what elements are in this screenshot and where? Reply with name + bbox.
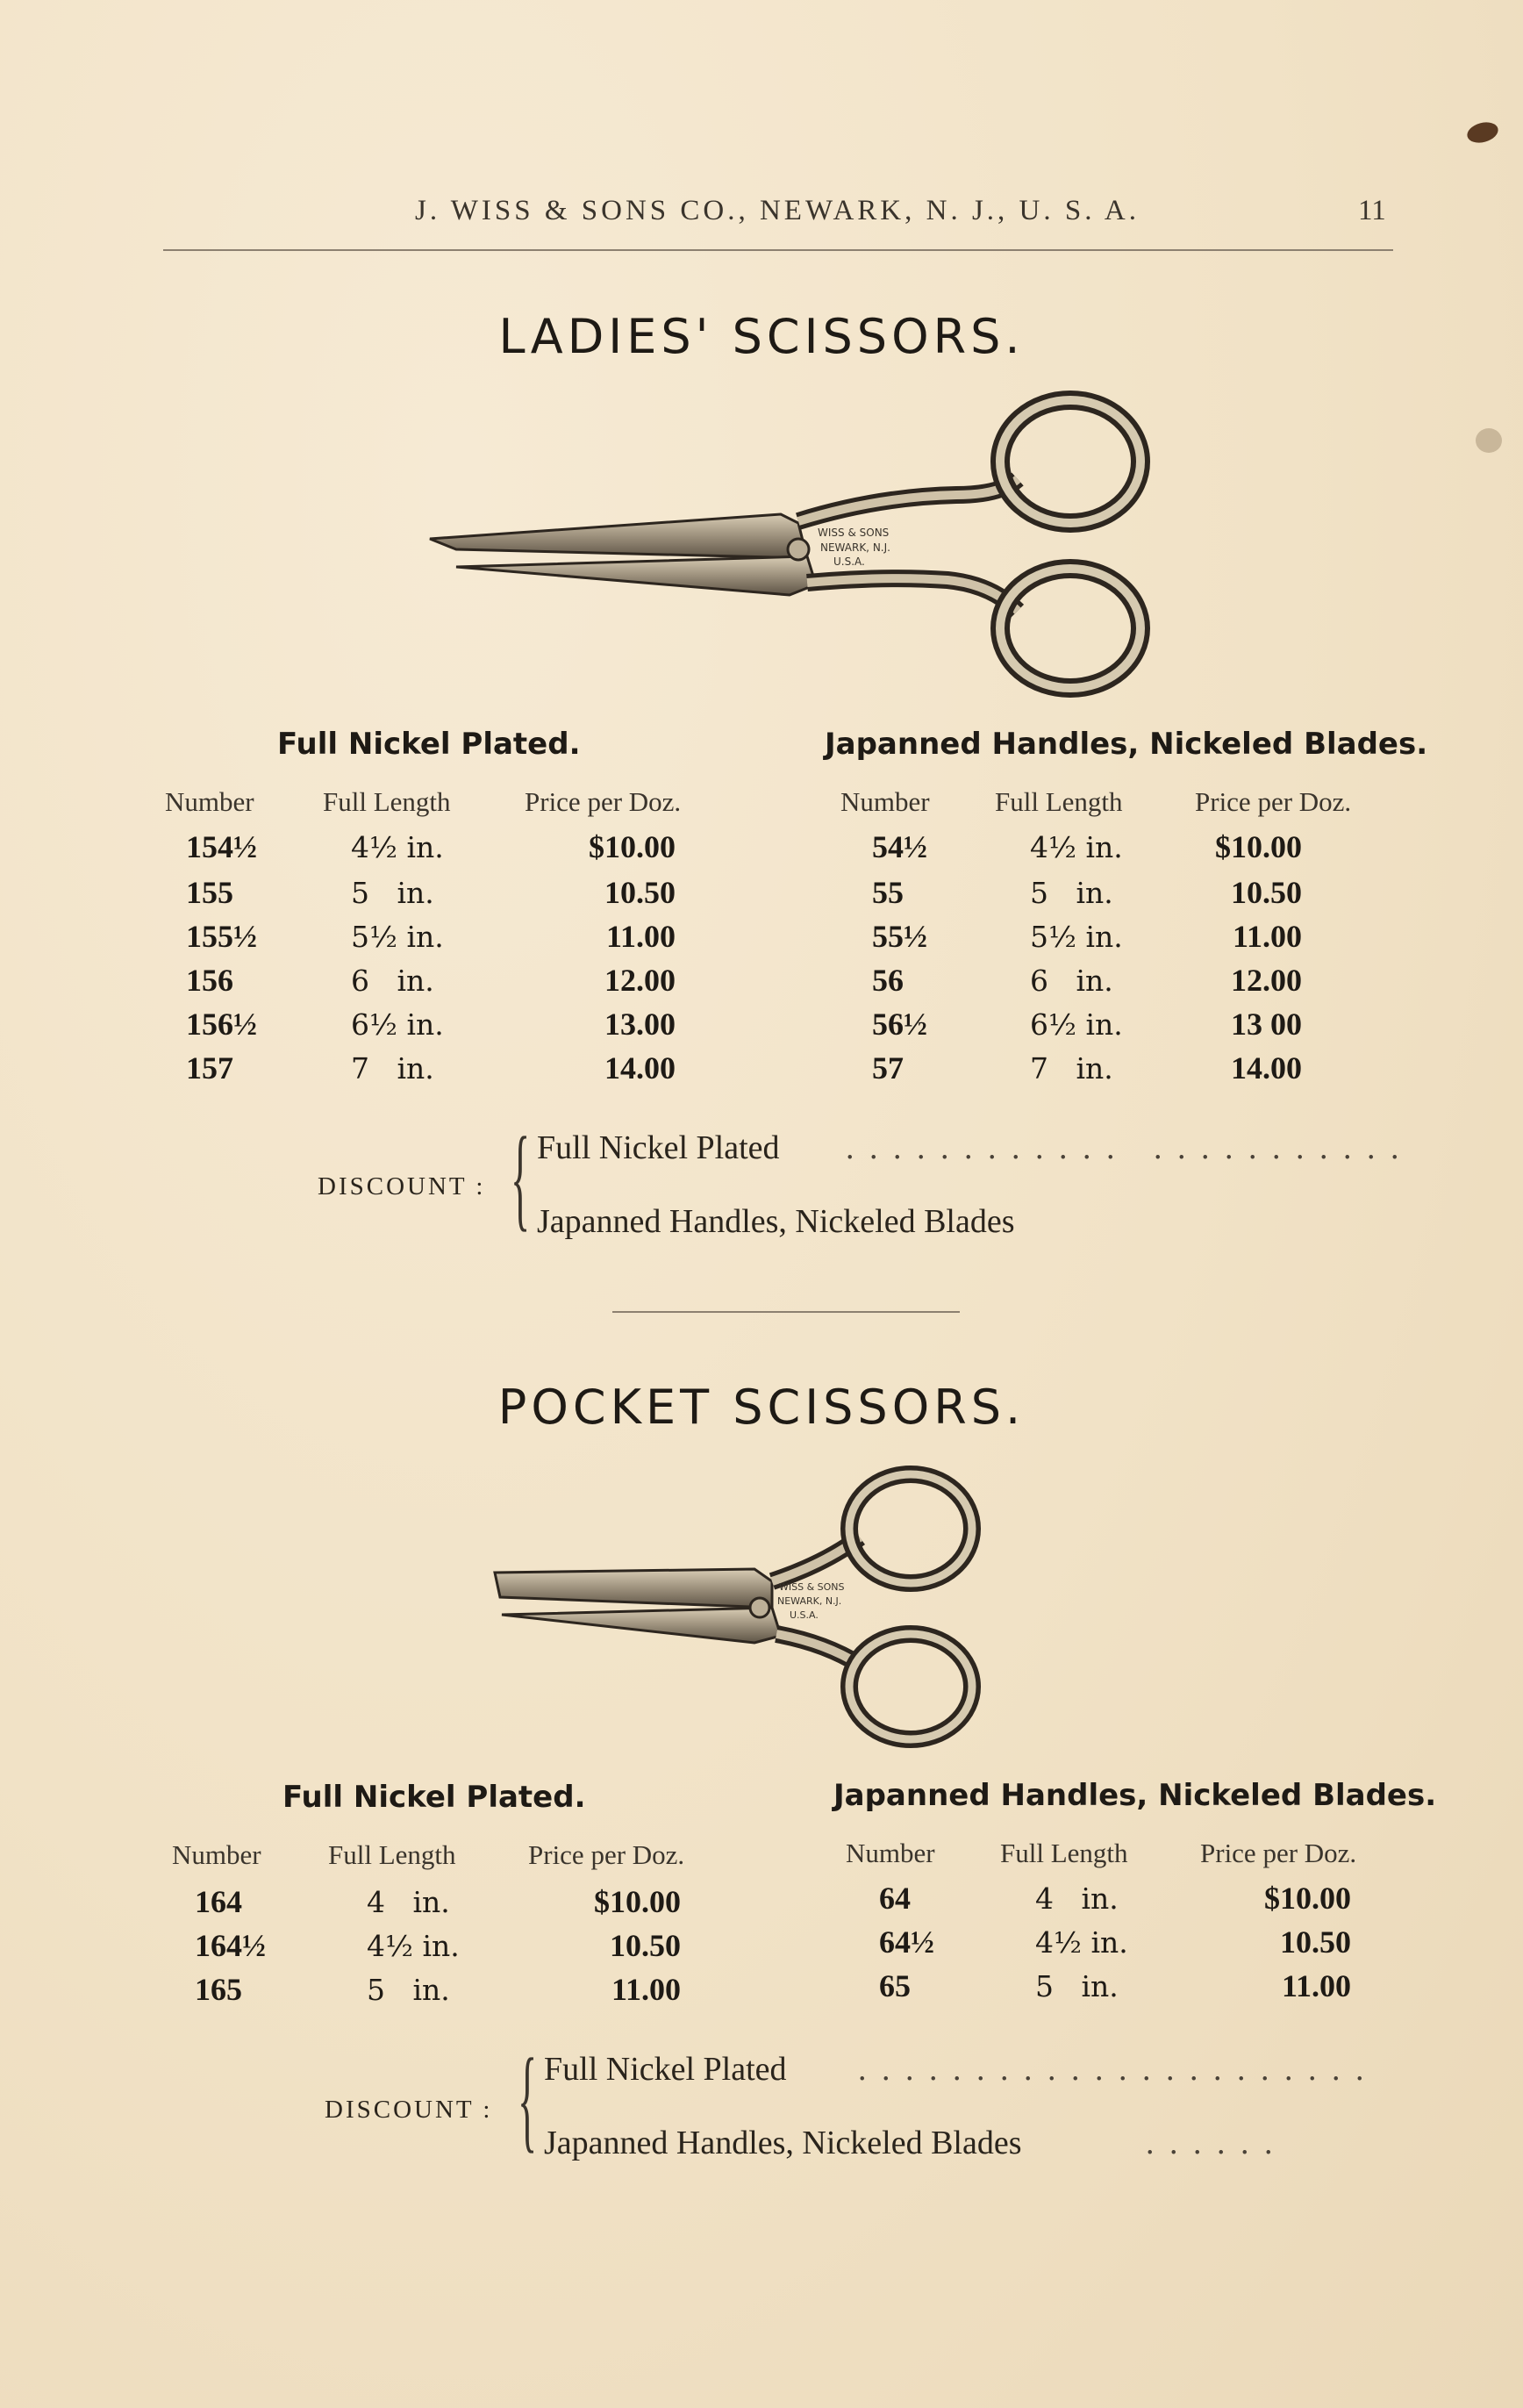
- table-cell-price: 10.50: [604, 875, 676, 910]
- table-cell-price: 14.00: [1231, 1050, 1302, 1086]
- table-cell-price: 10.50: [610, 1928, 681, 1963]
- pocket-discount-line-1: Full Nickel Plated: [544, 2051, 787, 2088]
- table-cell-price: 13.00: [604, 1007, 676, 1042]
- table-cell-length: 6½ in.: [1030, 1007, 1123, 1042]
- table-cell-length: 6 in.: [351, 964, 434, 998]
- table-cell-price: $10.00: [1264, 1881, 1351, 1916]
- paper-stain: [1465, 119, 1500, 147]
- table-cell-price: 14.00: [604, 1050, 676, 1086]
- pocket-right-heading: Japanned Handles, Nickeled Blades.: [833, 1778, 1437, 1813]
- page-number: 11: [1358, 195, 1386, 226]
- ladies-discount-line-1: Full Nickel Plated: [537, 1129, 780, 1166]
- table-cell-number: 56½: [872, 1007, 927, 1042]
- table-cell-number: 57: [872, 1050, 904, 1086]
- table-cell-length: 4½ in.: [1030, 830, 1123, 864]
- pocket-discount-brace: {: [518, 2034, 538, 2163]
- table-cell-number: 64½: [879, 1924, 934, 1960]
- table-cell-price: 10.50: [1280, 1924, 1351, 1960]
- table-cell-length: 6½ in.: [351, 1007, 444, 1042]
- ladies-discount-label: DISCOUNT :: [318, 1172, 486, 1200]
- pocket-discount-line-2: Japanned Handles, Nickeled Blades: [544, 2125, 1022, 2161]
- ladies-left-heading: Full Nickel Plated.: [277, 727, 581, 762]
- table-cell-number: 65: [879, 1968, 911, 2003]
- table-cell-price: 11.00: [605, 919, 676, 954]
- table-cell-price: 11.00: [1281, 1968, 1351, 2003]
- header-rule: [163, 249, 1393, 251]
- table-cell-price: $10.00: [1215, 829, 1302, 864]
- ladies-right-heading: Japanned Handles, Nickeled Blades.: [825, 727, 1428, 762]
- ladies-left-col-length: Full Length: [323, 786, 451, 817]
- table-cell-number: 155½: [186, 919, 257, 954]
- ladies-discount-line-2: Japanned Handles, Nickeled Blades: [537, 1203, 1015, 1240]
- ladies-discount-leader: . . . . . . . . . . . . . . . . . . . . . . .: [846, 1129, 1403, 1166]
- table-cell-number: 155: [186, 875, 233, 910]
- table-cell-number: 55½: [872, 919, 927, 954]
- table-cell-price: 13 00: [1231, 1007, 1302, 1042]
- table-cell-length: 5½ in.: [1030, 920, 1123, 954]
- ladies-stamp-line: U.S.A.: [833, 555, 865, 568]
- ladies-discount-brace: {: [511, 1113, 531, 1242]
- pocket-scissors-title: POCKET SCISSORS.: [497, 1380, 1026, 1435]
- table-cell-length: 5 in.: [1030, 876, 1113, 910]
- pocket-discount-label: DISCOUNT :: [325, 2096, 493, 2124]
- table-cell-number: 164½: [195, 1928, 266, 1963]
- running-header: J. WISS & SONS CO., NEWARK, N. J., U. S. A.: [415, 195, 1140, 226]
- table-cell-length: 4½ in.: [367, 1929, 460, 1963]
- table-cell-number: 157: [186, 1050, 233, 1086]
- table-cell-length: 7 in.: [351, 1051, 434, 1086]
- pocket-right-col-length: Full Length: [1000, 1838, 1128, 1868]
- pocket-stamp-line: U.S.A.: [790, 1609, 819, 1621]
- table-cell-number: 156: [186, 963, 233, 998]
- ladies-right-col-number: Number: [840, 786, 930, 817]
- table-cell-length: 6 in.: [1030, 964, 1113, 998]
- table-cell-price: 11.00: [611, 1972, 681, 2007]
- table-cell-length: 4½ in.: [351, 830, 444, 864]
- pocket-right-col-price: Price per Doz.: [1200, 1838, 1357, 1868]
- table-cell-price: 10.50: [1231, 875, 1302, 910]
- table-cell-number: 56: [872, 963, 904, 998]
- pocket-scissors-illustration: [491, 1467, 1035, 1757]
- table-cell-number: 64: [879, 1881, 911, 1916]
- table-cell-number: 164: [195, 1884, 242, 1919]
- ladies-scissors-illustration: [421, 391, 1158, 707]
- table-cell-length: 7 in.: [1030, 1051, 1113, 1086]
- table-cell-price: 12.00: [1231, 963, 1302, 998]
- ladies-stamp-line: NEWARK, N.J.: [820, 541, 890, 554]
- ladies-stamp-line: WISS & SONS: [818, 527, 890, 539]
- table-cell-length: 5 in.: [1035, 1969, 1119, 2003]
- section-separator: [612, 1311, 960, 1313]
- table-cell-number: 156½: [186, 1007, 257, 1042]
- table-cell-length: 5 in.: [351, 876, 434, 910]
- pocket-stamp-line: WISS & SONS: [779, 1581, 845, 1593]
- table-cell-length: 5 in.: [367, 1973, 450, 2007]
- pocket-left-heading: Full Nickel Plated.: [282, 1780, 586, 1815]
- table-cell-length: 4½ in.: [1035, 1925, 1128, 1960]
- table-cell-price: $10.00: [589, 829, 676, 864]
- table-cell-number: 54½: [872, 829, 927, 864]
- ladies-right-col-length: Full Length: [995, 786, 1123, 817]
- table-cell-price: 11.00: [1232, 919, 1302, 954]
- table-cell-length: 5½ in.: [351, 920, 444, 954]
- ladies-right-col-price: Price per Doz.: [1195, 786, 1352, 817]
- table-cell-price: $10.00: [594, 1884, 681, 1919]
- pocket-discount-leader: . . . . . . . . . . . . . . . . . . . . . .: [858, 2051, 1368, 2088]
- table-cell-length: 4 in.: [367, 1885, 450, 1919]
- table-cell-number: 55: [872, 875, 904, 910]
- ladies-left-col-number: Number: [165, 786, 254, 817]
- pocket-left-col-number: Number: [172, 1839, 261, 1870]
- table-cell-price: 12.00: [604, 963, 676, 998]
- pocket-stamp-line: NEWARK, N.J.: [777, 1595, 842, 1607]
- table-cell-number: 154½: [186, 829, 257, 864]
- pocket-right-col-number: Number: [846, 1838, 935, 1868]
- pocket-left-col-length: Full Length: [328, 1839, 456, 1870]
- ladies-left-col-price: Price per Doz.: [525, 786, 682, 817]
- pocket-left-col-price: Price per Doz.: [528, 1839, 685, 1870]
- paper-stain: [1476, 428, 1502, 453]
- table-cell-number: 165: [195, 1972, 242, 2007]
- pocket-discount-leader: . . . . . .: [1146, 2125, 1276, 2161]
- ladies-scissors-title: LADIES' SCISSORS.: [498, 309, 1025, 364]
- table-cell-length: 4 in.: [1035, 1881, 1119, 1916]
